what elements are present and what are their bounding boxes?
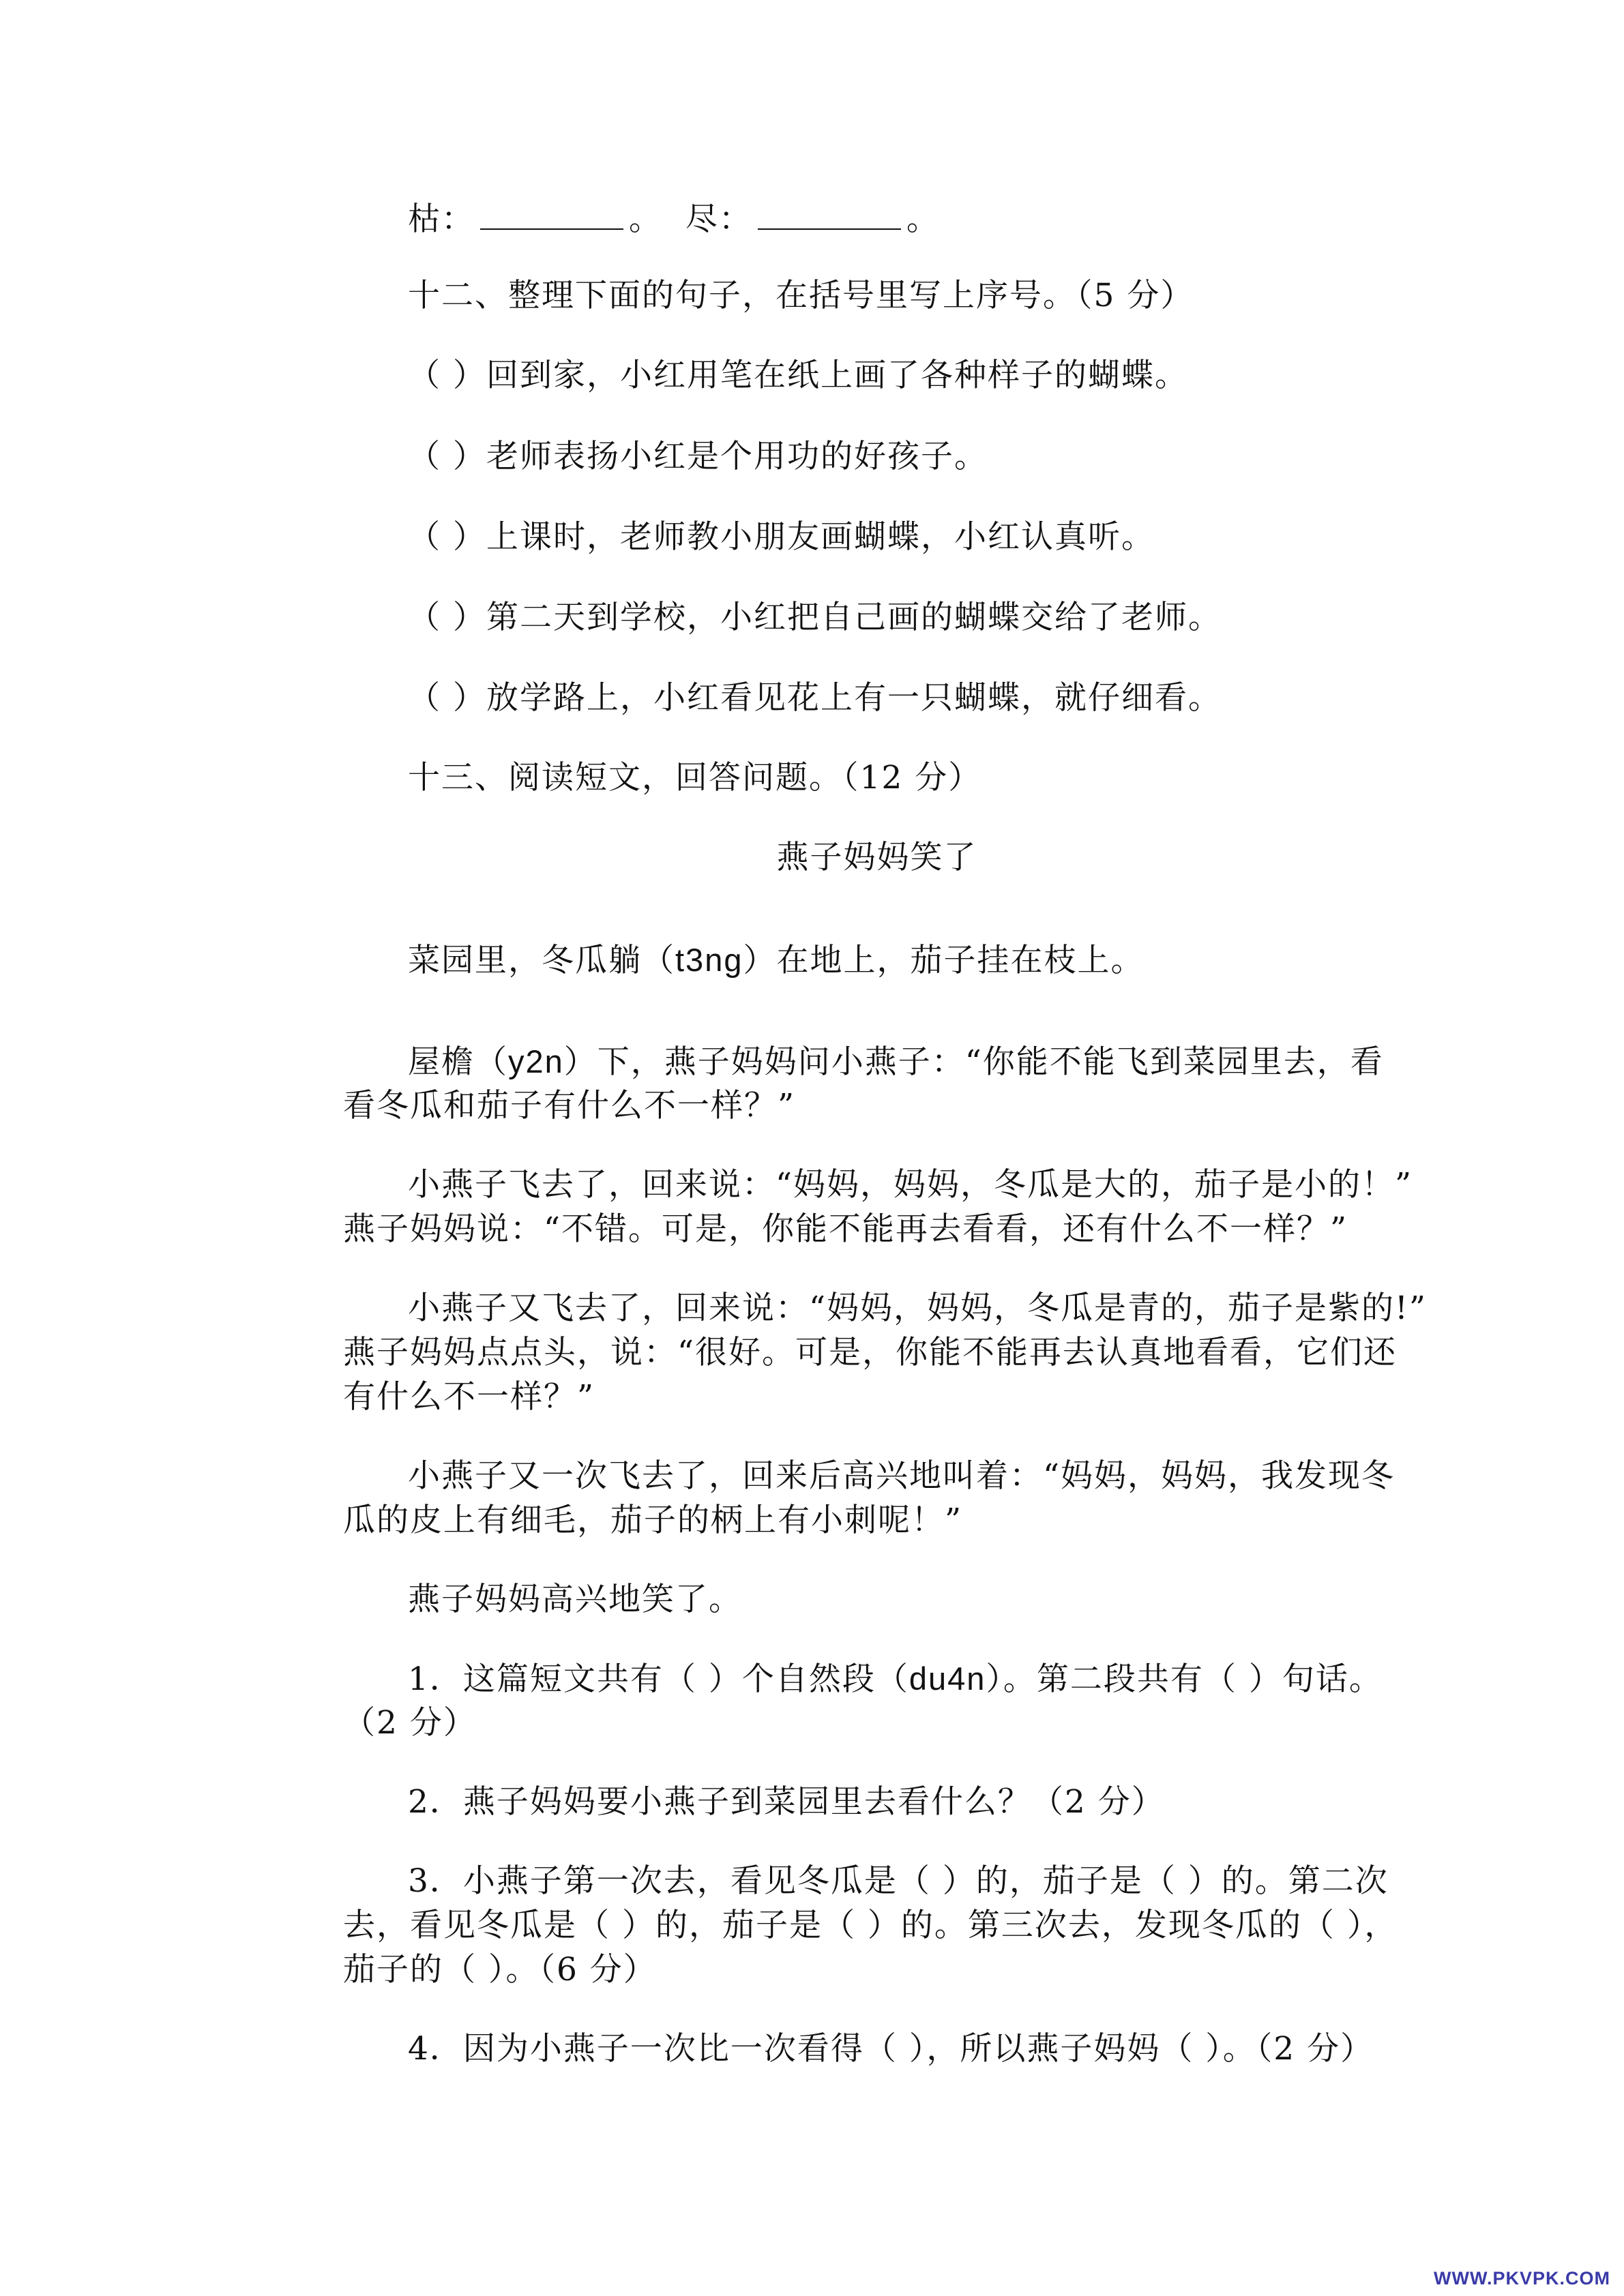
p2-text-b: ）下，燕子妈妈问小燕子：“你能不能飞到菜园里去，看 (563, 1043, 1384, 1081)
p1-pinyin: t3ng (675, 942, 743, 978)
story-paragraph-4-line-3: 有什么不一样？” (343, 1378, 595, 1416)
question-1-line-1 (408, 1658, 1383, 1700)
jin-label: 尽： (685, 200, 752, 238)
q12-heading: 十二、整理下面的句子，在括号里写上序号。（5 分） (408, 277, 1194, 314)
story-paragraph-1 (408, 940, 1144, 981)
p1-text-b: ）在地上，茄子挂在枝上。 (743, 942, 1145, 979)
ku-blank[interactable] (480, 201, 623, 230)
story-paragraph-6: 燕子妈妈高兴地笑了。 (408, 1581, 742, 1618)
question-2: 2．燕子妈妈要小燕子到菜园里去看什么？（2 分） (408, 1783, 1165, 1821)
question-3-line-2: 去，看见冬瓜是（ ）的，茄子是（ ）的。第三次去，发现冬瓜的（ ）， (343, 1907, 1398, 1944)
jin-end: 。 (906, 200, 940, 238)
site-watermark: WWW.PKVPK.COM (1434, 2268, 1610, 2288)
q13-heading: 十三、阅读短文，回答问题。（12 分） (408, 759, 982, 796)
q12-item-4: （ ）第二天到学校，小红把自己画的蝴蝶交给了老师。 (408, 599, 1222, 636)
p2-text-a: 屋檐（ (408, 1043, 508, 1081)
q12-item-1: （ ）回到家，小红用笔在纸上画了各种样子的蝴蝶。 (408, 357, 1188, 394)
question-3-line-1: 3．小燕子第一次去，看见冬瓜是（ ）的，茄子是（ ）的。第二次 (408, 1862, 1389, 1900)
q1-text-b: ）。第二段共有（ ）句话。 (986, 1660, 1383, 1698)
story-paragraph-5-line-2: 瓜的皮上有细毛，茄子的柄上有小刺呢！” (343, 1502, 963, 1539)
p2-pinyin: y2n (508, 1043, 564, 1079)
ku-end: 。 (629, 200, 662, 238)
story-paragraph-3-line-2: 燕子妈妈说：“不错。可是，你能不能再去看看，还有什么不一样？” (343, 1210, 1348, 1248)
story-paragraph-2-line-1 (408, 1041, 1384, 1083)
question-1-line-2: （2 分） (343, 1704, 477, 1742)
story-paragraph-4-line-2: 燕子妈妈点点头，说：“很好。可是，你能不能再去认真地看看，它们还 (343, 1334, 1398, 1371)
jin-blank[interactable] (758, 201, 901, 230)
question-3-line-3: 茄子的（ ）。（6 分） (343, 1951, 657, 1988)
story-title: 燕子妈妈笑了 (776, 839, 977, 876)
story-paragraph-4-line-1: 小燕子又飞去了，回来说：“妈妈，妈妈，冬瓜是青的，茄子是紫的!” (408, 1289, 1427, 1327)
q12-item-2: （ ）老师表扬小红是个用功的好孩子。 (408, 438, 988, 475)
story-paragraph-2-line-2: 看冬瓜和茄子有什么不一样？” (343, 1087, 796, 1124)
p1-text-a: 菜园里，冬瓜躺（ (408, 942, 675, 979)
question-4: 4．因为小燕子一次比一次看得（ ），所以燕子妈妈（ ）。（2 分） (408, 2030, 1374, 2068)
q1-text-a: 1．这篇短文共有（ ）个自然段（ (408, 1660, 909, 1698)
q1-pinyin: du4n (909, 1660, 986, 1697)
story-paragraph-5-line-1: 小燕子又一次飞去了，回来后高兴地叫着：“妈妈，妈妈，我发现冬 (408, 1457, 1396, 1495)
q12-item-5: （ ）放学路上，小红看见花上有一只蝴蝶，就仔细看。 (408, 679, 1222, 717)
q12-item-3: （ ）上课时，老师教小朋友画蝴蝶，小红认真听。 (408, 518, 1155, 556)
definition-line (408, 199, 940, 240)
story-paragraph-3-line-1: 小燕子飞去了，回来说：“妈妈，妈妈，冬瓜是大的，茄子是小的！” (408, 1166, 1413, 1204)
ku-label: 枯： (408, 200, 475, 238)
